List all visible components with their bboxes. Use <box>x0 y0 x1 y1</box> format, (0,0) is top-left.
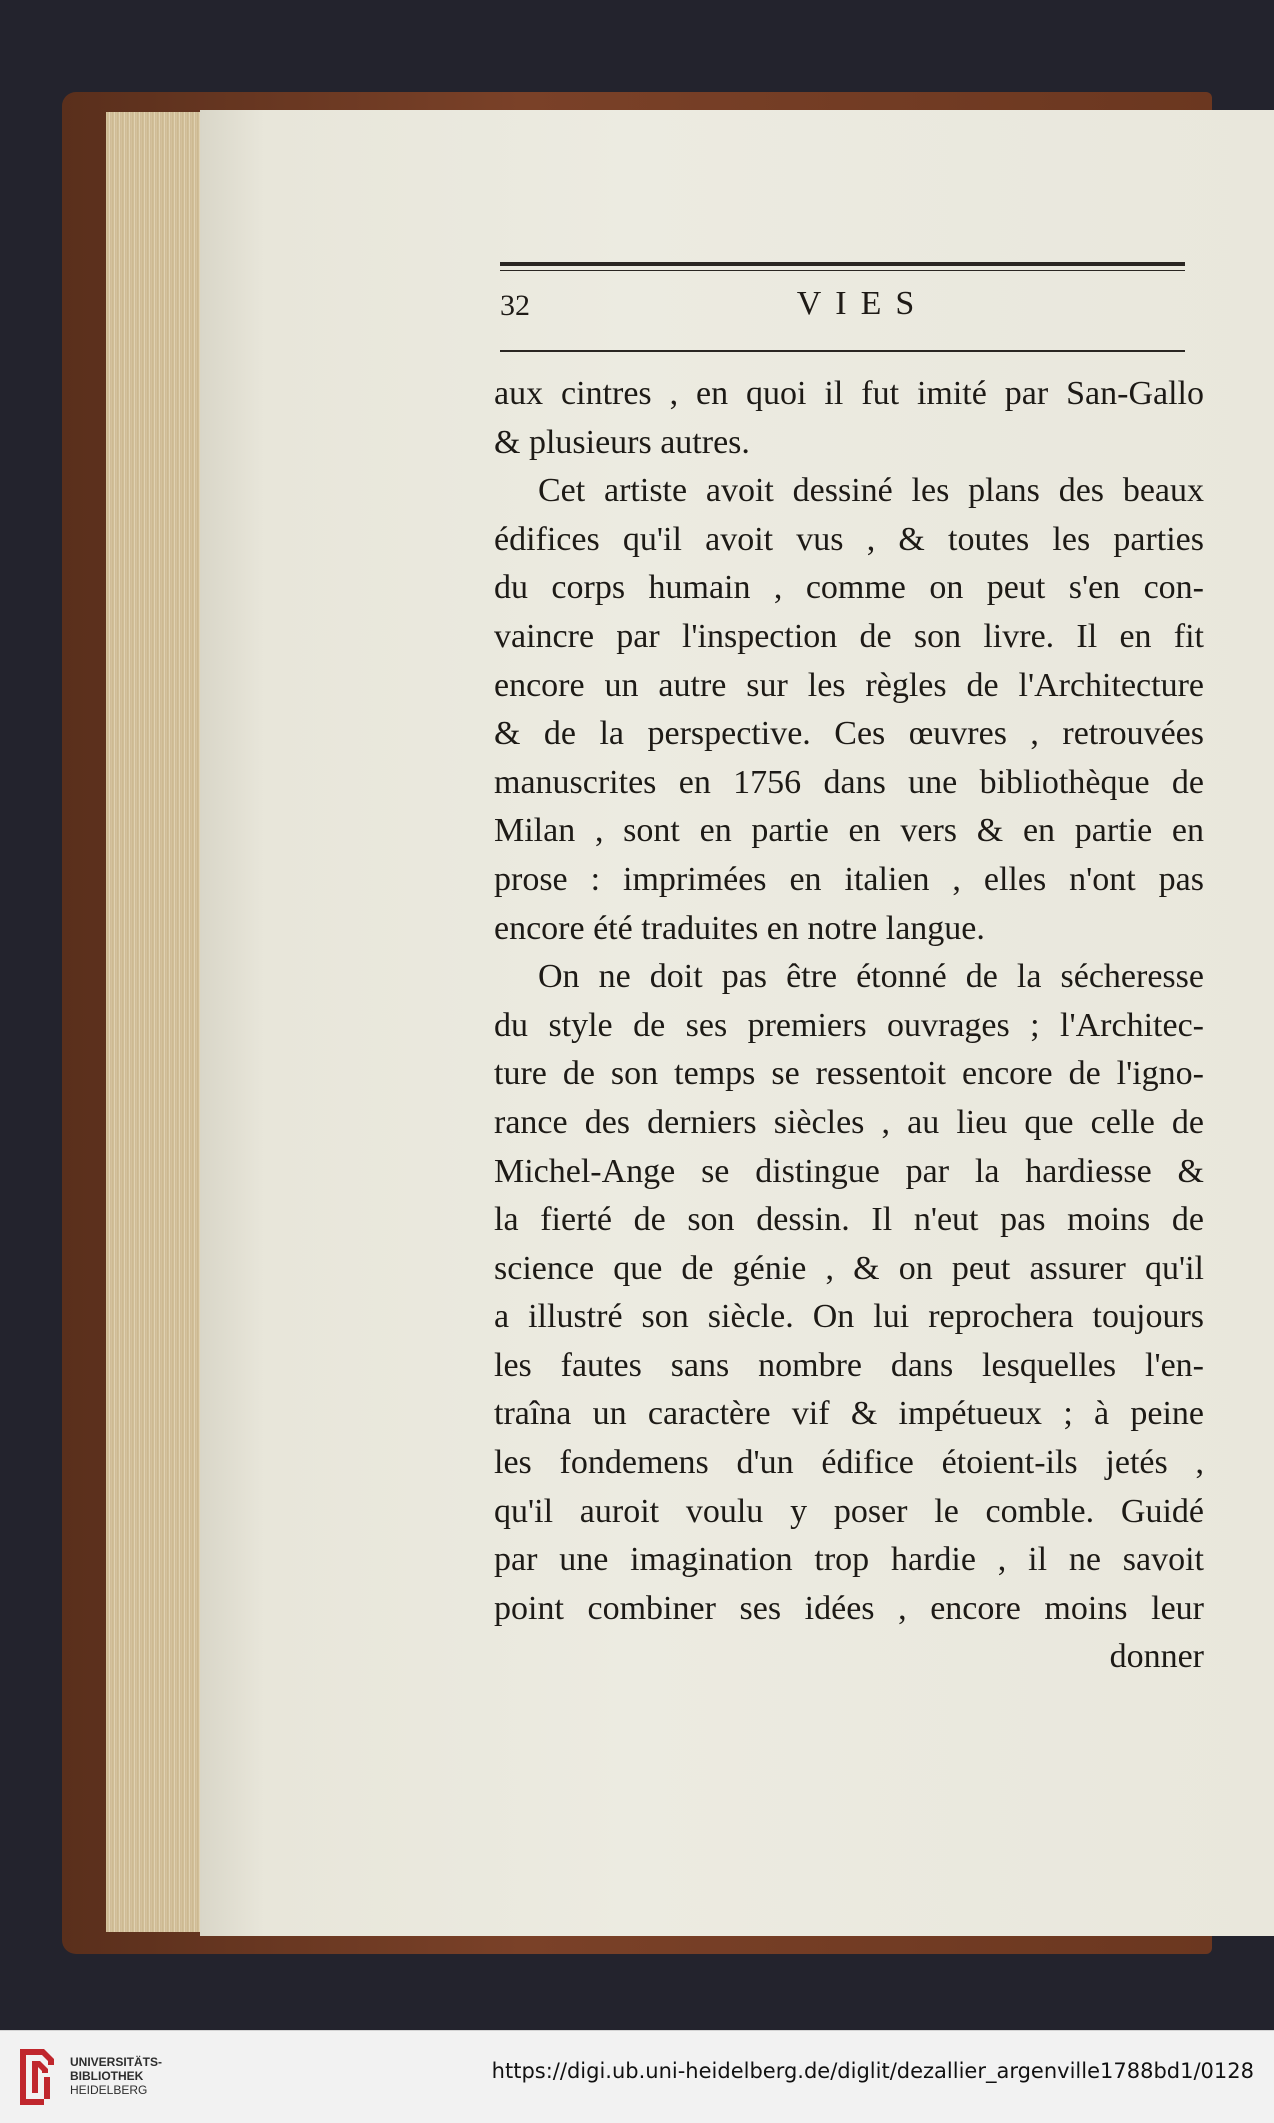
text-line: encore été traduites en notre langue. <box>494 909 985 947</box>
text-line: & de la perspective. Ces œuvres , retrouvées <box>494 715 1204 753</box>
text-line: science que de génie , & on peut assurer qu'il <box>494 1249 1204 1287</box>
text-line: Cet artiste avoit dessiné les plans des beaux <box>538 472 1204 510</box>
text-line: Michel-Ange se distingue par la hardiesse & <box>494 1152 1204 1190</box>
text-line: qu'il auroit voulu y poser le comble. Guidé <box>494 1492 1204 1530</box>
text-line: la fierté de son dessin. Il n'eut pas moins de <box>494 1201 1204 1239</box>
header-underline <box>500 350 1185 352</box>
library-name-line: UNIVERSITÄTS- <box>70 2055 163 2069</box>
text-line: & plusieurs autres. <box>494 423 750 461</box>
library-name-line: HEIDELBERG <box>70 2083 148 2097</box>
text-line: par une imagination trop hardie , il ne savoit <box>494 1541 1204 1579</box>
text-line: les fautes sans nombre dans lesquelles l'en- <box>494 1346 1204 1384</box>
text-line: point combiner ses idées , encore moins leur <box>494 1589 1204 1627</box>
text-line: aux cintres , en quoi il fut imité par San-Gallo <box>494 375 1204 412</box>
viewer-footer <box>0 2030 1274 2123</box>
text-line: édifices qu'il avoit vus , & toutes les parties <box>494 520 1204 558</box>
running-title: VIES <box>796 285 929 322</box>
text-line: ture de son temps se ressentoit encore de l'igno- <box>494 1055 1204 1093</box>
university-library-logo-icon <box>14 2045 60 2109</box>
text-line: a illustré son siècle. On lui reprochera toujours <box>494 1298 1204 1336</box>
page-edges <box>106 112 206 1932</box>
text-line: Milan , sont en partie en vers & en partie en <box>494 812 1204 850</box>
catchword: donner <box>1109 1638 1204 1676</box>
header-rule-thick <box>500 262 1185 266</box>
text-line: traîna un caractère vif & impétueux ; à peine <box>494 1395 1204 1433</box>
text-line: les fondemens d'un édifice étoient-ils jetés , <box>494 1444 1204 1482</box>
text-line: rance des derniers siècles , au lieu que celle de <box>494 1103 1204 1141</box>
text-line: On ne doit pas être étonné de la sécheresse <box>538 958 1204 996</box>
permalink-url[interactable]: https://digi.ub.uni-heidelberg.de/diglit/dezallier_argenville1788bd1/0128 <box>491 2059 1254 2083</box>
text-line: du style de ses premiers ouvrages ; l'Architec- <box>494 1006 1204 1044</box>
library-name <box>70 2055 162 2097</box>
page-number: 32 <box>500 289 530 322</box>
header-rule-thin <box>500 270 1185 271</box>
text-line: manuscrites en 1756 dans une bibliothèque de <box>494 763 1204 801</box>
body-text <box>494 370 1204 1682</box>
text-line: vaincre par l'inspection de son livre. Il en fit <box>494 617 1204 655</box>
text-line: du corps humain , comme on peut s'en con- <box>494 569 1204 607</box>
running-head <box>500 285 1185 335</box>
text-line: encore un autre sur les règles de l'Architecture <box>494 666 1204 704</box>
library-name-line: BIBLIOTHEK <box>70 2069 144 2083</box>
text-line: prose : imprimées en italien , elles n'ont pas <box>494 860 1204 898</box>
